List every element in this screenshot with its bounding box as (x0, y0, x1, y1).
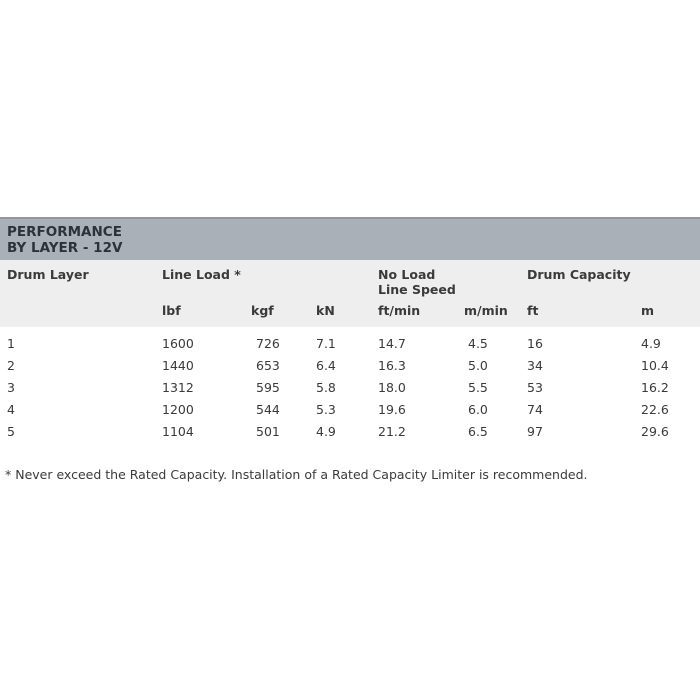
unit-lbf: lbf (162, 303, 181, 318)
cell-m: 22.6 (641, 402, 669, 417)
header-no-load-line-2: Line Speed (378, 282, 456, 297)
table-row (0, 421, 700, 443)
cell-kn: 4.9 (316, 424, 336, 439)
cell-ft: 97 (527, 424, 543, 439)
cell-lbf: 1104 (162, 424, 194, 439)
cell-layer: 3 (7, 380, 15, 395)
table-header (0, 260, 700, 327)
cell-ft-min: 16.3 (378, 358, 406, 373)
cell-m: 10.4 (641, 358, 669, 373)
table-row (0, 333, 700, 355)
cell-kgf: 501 (256, 424, 280, 439)
cell-m-min: 4.5 (468, 336, 488, 351)
cell-m: 16.2 (641, 380, 669, 395)
performance-table (0, 217, 700, 442)
cell-kgf: 726 (256, 336, 280, 351)
cell-m-min: 6.5 (468, 424, 488, 439)
cell-kn: 5.3 (316, 402, 336, 417)
table-row (0, 399, 700, 421)
cell-m-min: 6.0 (468, 402, 488, 417)
cell-ft-min: 14.7 (378, 336, 406, 351)
cell-ft: 53 (527, 380, 543, 395)
cell-ft-min: 18.0 (378, 380, 406, 395)
cell-lbf: 1200 (162, 402, 194, 417)
table-row (0, 355, 700, 377)
header-line-load: Line Load * (162, 267, 241, 282)
cell-ft-min: 19.6 (378, 402, 406, 417)
unit-ft-min: ft/min (378, 303, 421, 318)
unit-m-min: m/min (464, 303, 508, 318)
cell-kn: 5.8 (316, 380, 336, 395)
cell-m-min: 5.5 (468, 380, 488, 395)
cell-lbf: 1440 (162, 358, 194, 373)
cell-lbf: 1312 (162, 380, 194, 395)
cell-lbf: 1600 (162, 336, 194, 351)
unit-ft: ft (527, 303, 539, 318)
cell-layer: 4 (7, 402, 15, 417)
cell-layer: 1 (7, 336, 15, 351)
table-row (0, 377, 700, 399)
cell-ft: 74 (527, 402, 543, 417)
cell-kgf: 595 (256, 380, 280, 395)
cell-kgf: 544 (256, 402, 280, 417)
table-body (0, 327, 700, 442)
footnote: * Never exceed the Rated Capacity. Installation of a Rated Capacity Limiter is recommended. (5, 467, 588, 482)
cell-m: 4.9 (641, 336, 661, 351)
header-no-load-line-1: No Load (378, 267, 436, 282)
cell-ft: 34 (527, 358, 543, 373)
unit-kn: kN (316, 303, 335, 318)
header-drum-layer: Drum Layer (7, 267, 89, 282)
header-drum-capacity: Drum Capacity (527, 267, 631, 282)
cell-m-min: 5.0 (468, 358, 488, 373)
cell-layer: 5 (7, 424, 15, 439)
cell-layer: 2 (7, 358, 15, 373)
unit-m: m (641, 303, 655, 318)
unit-kgf: kgf (251, 303, 274, 318)
header-no-load-line-speed (378, 267, 456, 297)
cell-m: 29.6 (641, 424, 669, 439)
cell-ft-min: 21.2 (378, 424, 406, 439)
cell-kn: 7.1 (316, 336, 336, 351)
cell-kgf: 653 (256, 358, 280, 373)
cell-kn: 6.4 (316, 358, 336, 373)
table-title-line-2: BY LAYER - 12V (7, 240, 123, 256)
table-title-bar (0, 217, 700, 260)
table-title-line-1: PERFORMANCE (7, 224, 122, 240)
cell-ft: 16 (527, 336, 543, 351)
